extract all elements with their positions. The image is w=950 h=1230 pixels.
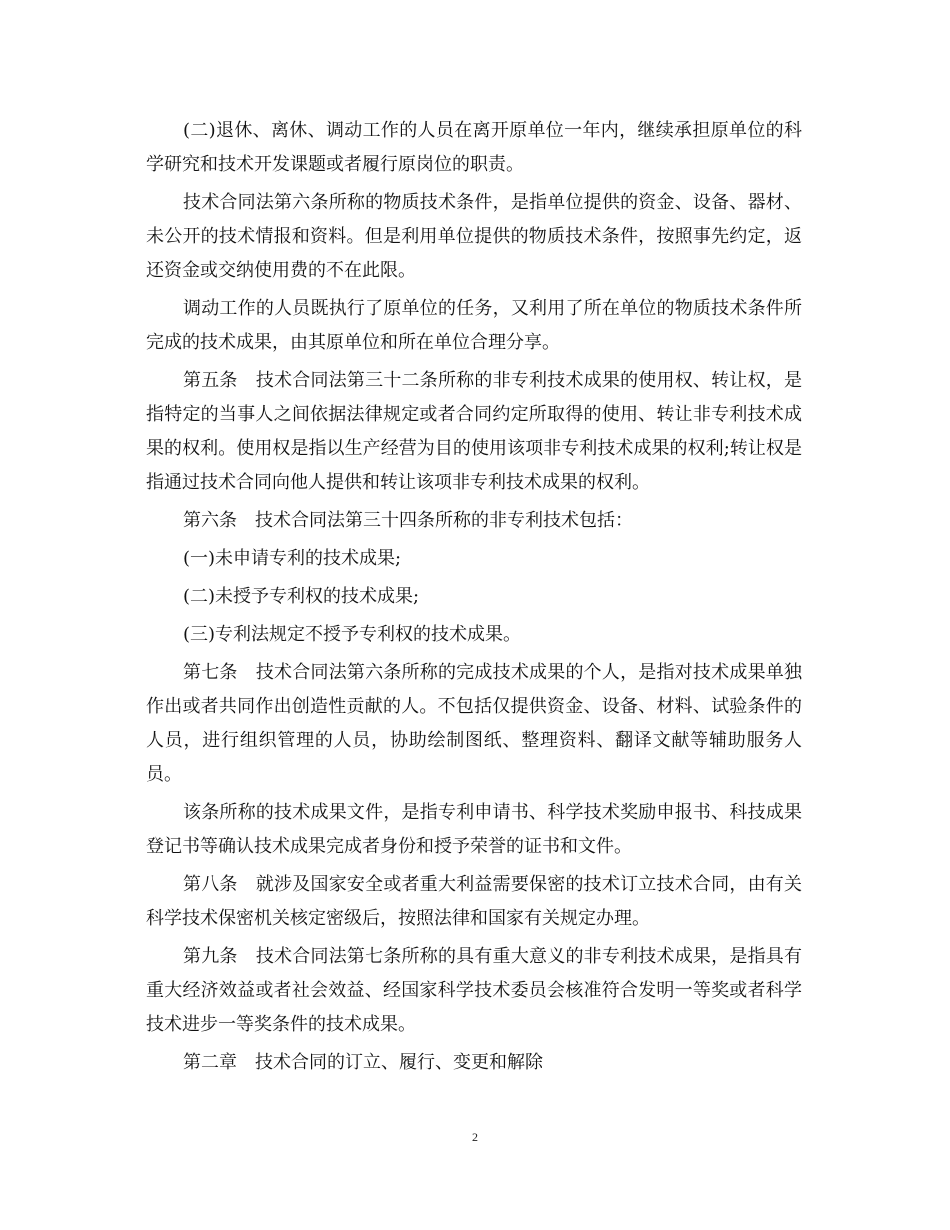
paragraph: 第八条 就涉及国家安全或者重大利益需要保密的技术订立技术合同，由有关科学技术保密机关核定密级后，按照法律和国家有关规定办理。 [146, 874, 802, 929]
document-body [146, 114, 802, 1080]
paragraph: (二)退休、离休、调动工作的人员在离开原单位一年内，继续承担原单位的科学研究和技术开发课题或者履行原岗位的职责。 [146, 120, 802, 175]
paragraph: 第九条 技术合同法第七条所称的具有重大意义的非专利技术成果，是指具有重大经济效益或者社会效益、经国家科学技术委员会核准符合发明一等奖或者科学技术进步一等奖条件的技术成果。 [146, 946, 802, 1035]
chapter-heading: 第二章 技术合同的订立、履行、变更和解除 [183, 1052, 543, 1073]
paragraph: (三)专利法规定不授予专利权的技术成果。 [183, 624, 522, 645]
paragraph: 第七条 技术合同法第六条所称的完成技术成果的个人，是指对技术成果单独作出或者共同作出创造性贡献的人。不包括仅提供资金、设备、材料、试验条件的人员，进行组织管理的人员，协助绘制图纸、整理资料、翻译文献等辅助服务人员。 [146, 662, 802, 785]
paragraph: 第五条 技术合同法第三十二条所称的非专利技术成果的使用权、转让权，是指特定的当事人之间依据法律规定或者合同约定所取得的使用、转让非专利技术成果的权利。使用权是指以生产经营为目的使用该项非专利技术成果的权利;转让权是指通过技术合同向他人提供和转让该项非专利技术成果的权利。 [146, 370, 802, 493]
paragraph: (一)未申请专利的技术成果; [183, 548, 402, 569]
page-number: 2 [472, 1130, 478, 1144]
paragraph: (二)未授予专利权的技术成果; [183, 586, 420, 607]
paragraph: 该条所称的技术成果文件，是指专利申请书、科学技术奖励申报书、科技成果登记书等确认技术成果完成者身份和授予荣誉的证书和文件。 [146, 802, 802, 857]
paragraph: 技术合同法第六条所称的物质技术条件，是指单位提供的资金、设备、器材、未公开的技术情报和资料。但是利用单位提供的物质技术条件，按照事先约定，返还资金或交纳使用费的不在此限。 [146, 192, 802, 281]
paragraph: 调动工作的人员既执行了原单位的任务，又利用了所在单位的物质技术条件所完成的技术成果，由其原单位和所在单位合理分享。 [146, 298, 802, 353]
paragraph: 第六条 技术合同法第三十四条所称的非专利技术包括： [183, 510, 633, 531]
